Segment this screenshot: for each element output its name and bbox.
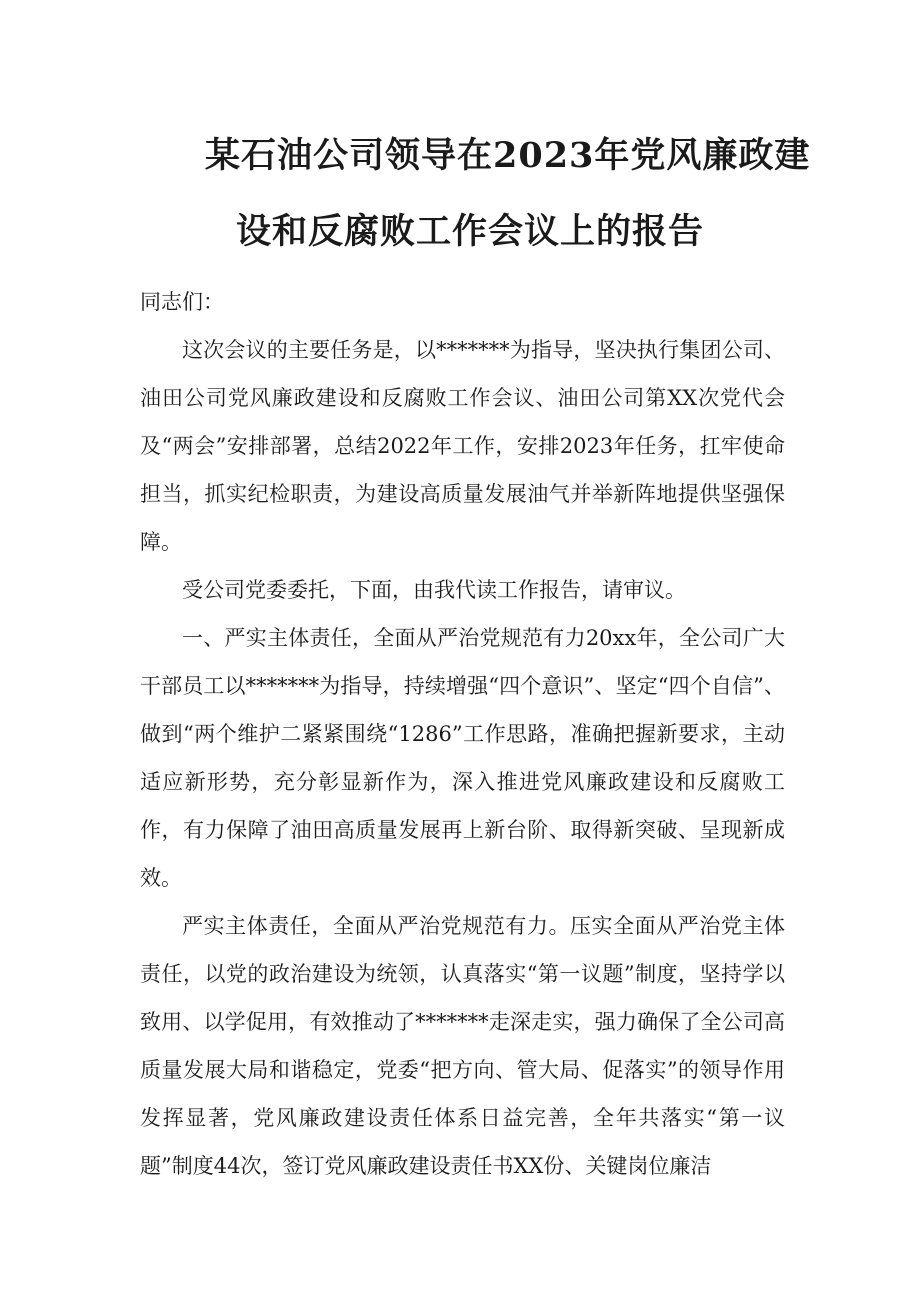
paragraph-4: 严实主体责任，全面从严治党规范有力。压实全面从严治党主体责任，以党的政治建设为统领，认真落实“第一议题”制度，坚持学以致用、以学促用，有效推动了*******走深走实，强力确保了全公司高质量发展大局和谐稳定，党委“把方向、管大局、促落实”的领导作用发挥显著，党风廉政建设责任体系日益完善，全年共落实“第一议题”制度44次，签订党风廉政建设责任书XX份、关键岗位廉洁 — [140, 914, 785, 1178]
paragraph-3: 一、严实主体责任，全面从严治党规范有力20xx年，全公司广大干部员工以*******为指导，持续增强“四个意识”、坚定“四个自信”、做到“两个维护二紧紧围绕“1286”工作思路，准确把握新要求，主动适应新形势，充分彰显新作为，深入推进党风廉政建设和反腐败工作，有力保障了油田高质量发展再上新台阶、取得新突破、呈现新成效。 — [140, 626, 785, 890]
paragraph-1: 这次会议的主要任务是，以*******为指导，坚决执行集团公司、油田公司党风廉政建设和反腐败工作会议、油田公司第XX次党代会及“两会”安排部署，总结2022年工作，安排2023年任务，扛牢使命担当，抓实纪检职责，为建设高质量发展油气并举新阵地提供坚强保障。 — [140, 338, 785, 554]
document-body — [140, 278, 785, 1190]
document-title-line-1: 某石油公司领导在2023年党风廉政建 — [205, 135, 811, 176]
document-title-line-2: 设和反腐败工作会议上的报告 — [236, 211, 705, 252]
salutation: 同志们： — [140, 290, 224, 314]
paragraph-2: 受公司党委委托，下面，由我代读工作报告，请审议。 — [182, 578, 686, 602]
